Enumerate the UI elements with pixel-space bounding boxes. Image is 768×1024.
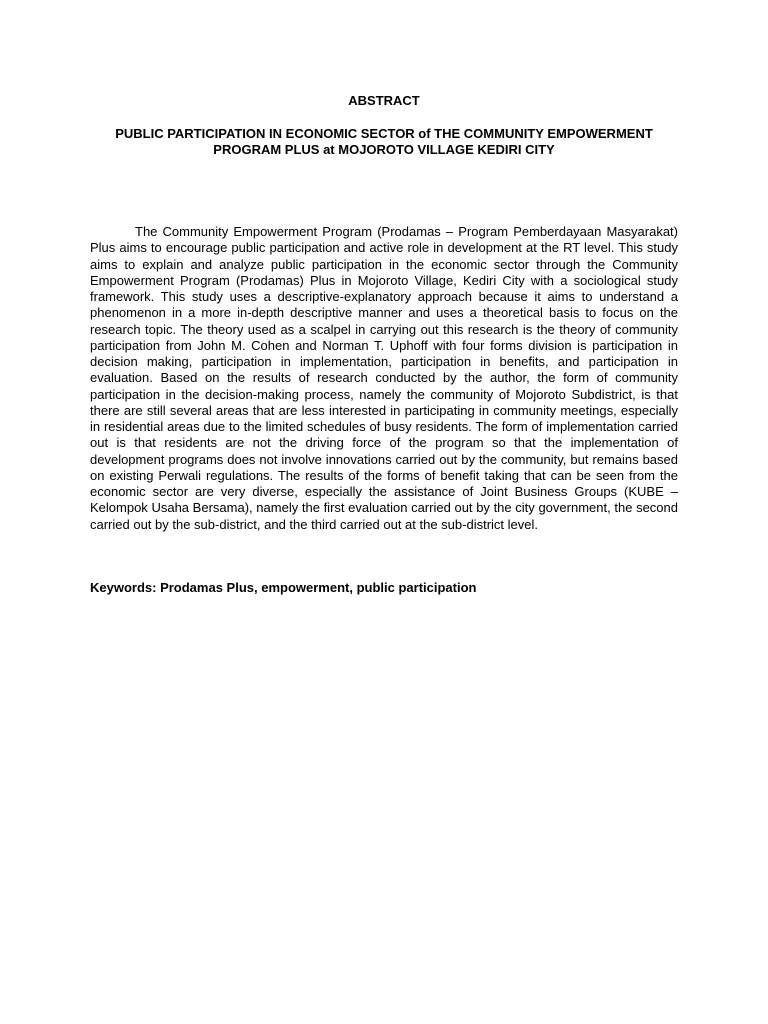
paper-title: PUBLIC PARTICIPATION IN ECONOMIC SECTOR of THE COMMUNITY EMPOWERMENT PROGRAM PLUS at MOJOROTO VILLAGE KEDIRI CITY — [115, 126, 653, 157]
abstract-heading: ABSTRACT — [348, 93, 420, 108]
abstract-body: The Community Empowerment Program (Prodamas – Program Pemberdayaan Masyarakat) Plus aims to encourage public participation and active role in development at the RT level. This study aims to explain and analyze public participation in the economic sector through the Community Empowerment Program (Prodamas) Plus in Mojoroto Village, Kediri City with a sociological study framework. This study uses a descriptive-explanatory approach because it aims to understand a phenomenon in a more in-depth descriptive manner and uses a theoretical basis to focus on the research topic. The theory used as a scalpel in carrying out this research is the theory of community participation from John M. Cohen and Norman T. Uphoff with four forms division is participation in decision making, participation in implementation, participation in benefits, and participation in evaluation. Based on the results of research conducted by the author, the form of community participation in the decision-making process, namely the community of Mojoroto Subdistrict, is that there are still several areas that are less interested in participating in community meetings, especially in residential areas due to the limited schedules of busy residents. The form of implementation carried out is that residents are not the driving force of the program so that the implementation of development programs does not involve innovations carried out by the community, but remains based on existing Perwali regulations. The results of the forms of benefit taking that can be seen from the economic sector are very diverse, especially the assistance of Joint Business Groups (KUBE – Kelompok Usaha Bersama), namely the first evaluation carried out by the city government, the second carried out by the sub-district, and the third carried out at the sub-district level. — [90, 224, 678, 532]
keywords-line: Keywords: Prodamas Plus, empowerment, public participation — [90, 580, 477, 595]
